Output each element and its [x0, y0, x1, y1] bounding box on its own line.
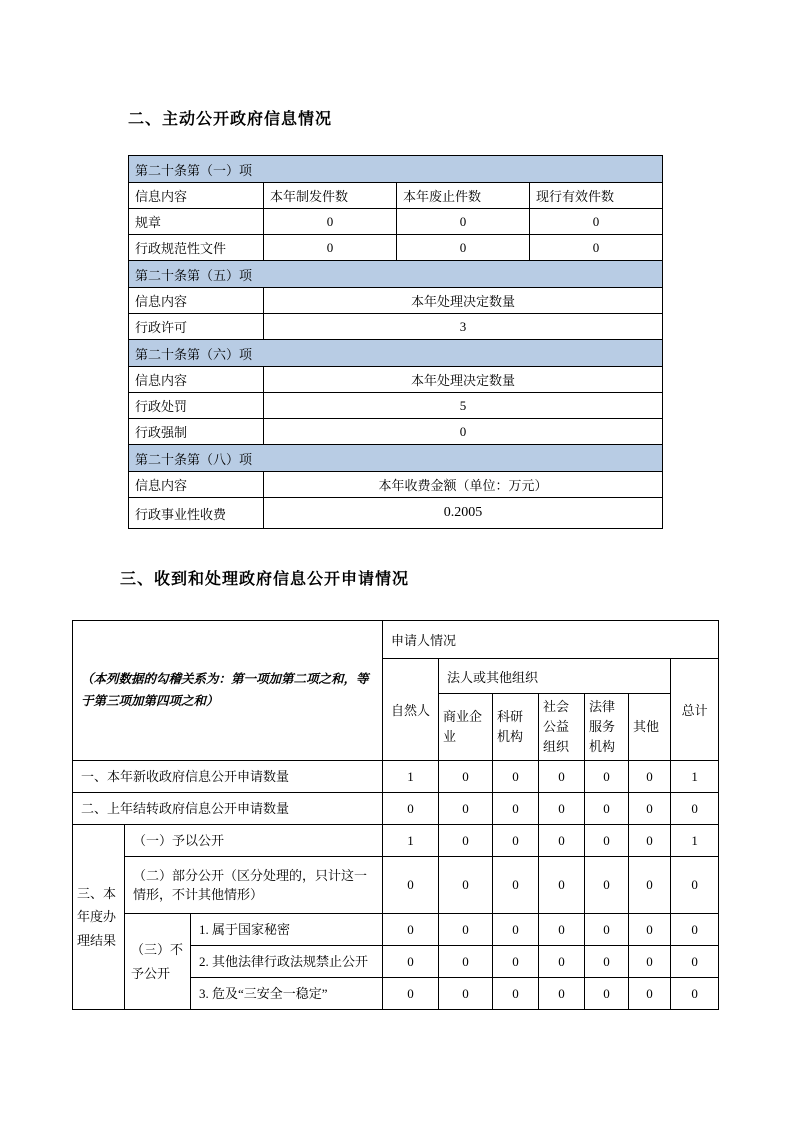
table-row	[129, 314, 663, 340]
value-cell: 0	[539, 857, 585, 914]
row-label-cell: 2. 其他法律行政法规禁止公开	[191, 946, 383, 978]
value-cell: 0	[629, 761, 671, 793]
sub-column-header-cell: 商业企业	[439, 694, 493, 761]
column-header-cell: 信息内容	[129, 367, 264, 393]
table-row	[129, 209, 663, 235]
value-cell: 0.2005	[264, 498, 663, 529]
row-label-cell: 规章	[129, 209, 264, 235]
results-group-label-cell: 三、本年度办理结果	[73, 825, 125, 1010]
table-row	[129, 498, 663, 529]
value-cell: 0	[585, 857, 629, 914]
column-header-row	[129, 472, 663, 498]
value-cell: 0	[539, 825, 585, 857]
value-cell: 0	[530, 209, 663, 235]
value-cell: 0	[439, 978, 493, 1010]
value-cell: 0	[383, 946, 439, 978]
column-header-cell: 本年处理决定数量	[264, 288, 663, 314]
value-cell: 0	[629, 978, 671, 1010]
value-cell: 0	[264, 209, 397, 235]
value-cell: 0	[629, 857, 671, 914]
table-row	[73, 914, 719, 946]
applicant-info-header-cell: 申请人情况	[383, 621, 719, 659]
column-header-row	[129, 288, 663, 314]
value-cell: 0	[493, 857, 539, 914]
table-section-header-row	[129, 261, 663, 288]
total-header-cell: 总计	[671, 659, 719, 761]
value-cell: 0	[383, 914, 439, 946]
value-cell: 0	[629, 946, 671, 978]
value-cell: 0	[585, 978, 629, 1010]
table-row	[129, 235, 663, 261]
row-label-cell: 行政处罚	[129, 393, 264, 419]
value-cell: 0	[585, 914, 629, 946]
value-cell: 0	[439, 857, 493, 914]
row-label-cell: 行政强制	[129, 419, 264, 445]
value-cell: 0	[264, 235, 397, 261]
value-cell: 0	[539, 793, 585, 825]
value-cell: 0	[629, 793, 671, 825]
proactive-disclosure-table	[128, 155, 663, 529]
section-2-heading: 二、主动公开政府信息情况	[128, 111, 333, 128]
value-cell: 1	[671, 825, 719, 857]
value-cell: 0	[539, 761, 585, 793]
value-cell: 0	[493, 761, 539, 793]
row-label-cell: 3. 危及“三安全一稳定”	[191, 978, 383, 1010]
table-section-header-row	[129, 445, 663, 472]
value-cell: 3	[264, 314, 663, 340]
table-row	[129, 393, 663, 419]
sub-column-header-cell: 社会公益组织	[539, 694, 585, 761]
value-cell: 1	[383, 825, 439, 857]
value-cell: 0	[671, 978, 719, 1010]
value-cell: 0	[539, 946, 585, 978]
value-cell: 0	[439, 793, 493, 825]
table-row	[73, 825, 719, 857]
value-cell: 0	[585, 825, 629, 857]
value-cell: 0	[671, 946, 719, 978]
table-row	[73, 761, 719, 793]
section-title-cell: 第二十条第（一）项	[129, 156, 663, 183]
section-title-cell: 第二十条第（六）项	[129, 340, 663, 367]
column-header-cell: 本年废止件数	[397, 183, 530, 209]
value-cell: 0	[629, 914, 671, 946]
value-cell: 0	[397, 209, 530, 235]
column-header-cell: 现行有效件数	[530, 183, 663, 209]
column-header-cell: 信息内容	[129, 288, 264, 314]
row-label-cell: 一、本年新收政府信息公开申请数量	[73, 761, 383, 793]
row-label-cell: 行政规范性文件	[129, 235, 264, 261]
header-row	[73, 621, 719, 659]
sub-column-header-cell: 科研机构	[493, 694, 539, 761]
value-cell: 0	[383, 978, 439, 1010]
column-header-cell: 信息内容	[129, 472, 264, 498]
value-cell: 1	[383, 761, 439, 793]
value-cell: 0	[493, 914, 539, 946]
table-row	[129, 419, 663, 445]
row-label-cell: 行政许可	[129, 314, 264, 340]
value-cell: 0	[439, 914, 493, 946]
section-3-heading: 三、收到和处理政府信息公开申请情况	[120, 571, 410, 588]
value-cell: 0	[383, 857, 439, 914]
value-cell: 0	[493, 825, 539, 857]
value-cell: 0	[493, 793, 539, 825]
sub-column-header-cell: 其他	[629, 694, 671, 761]
row-label-cell: 1. 属于国家秘密	[191, 914, 383, 946]
value-cell: 0	[493, 946, 539, 978]
section-title-cell: 第二十条第（八）项	[129, 445, 663, 472]
natural-person-header-cell: 自然人	[383, 659, 439, 761]
value-cell: 0	[264, 419, 663, 445]
value-cell: 0	[493, 978, 539, 1010]
column-header-row	[129, 367, 663, 393]
row-label-cell: （二）部分公开（区分处理的，只计这一情形，不计其他情形）	[125, 857, 383, 914]
value-cell: 0	[539, 914, 585, 946]
column-header-cell: 信息内容	[129, 183, 264, 209]
value-cell: 0	[439, 825, 493, 857]
value-cell: 0	[585, 761, 629, 793]
value-cell: 0	[530, 235, 663, 261]
value-cell: 1	[671, 761, 719, 793]
value-cell: 5	[264, 393, 663, 419]
table-row	[73, 793, 719, 825]
note-cell: （本列数据的勾稽关系为：第一项加第二项之和，等于第三项加第四项之和）	[73, 621, 383, 761]
value-cell: 0	[585, 793, 629, 825]
column-header-cell: 本年处理决定数量	[264, 367, 663, 393]
value-cell: 0	[439, 761, 493, 793]
section-title-cell: 第二十条第（五）项	[129, 261, 663, 288]
column-header-cell: 本年收费金额（单位：万元）	[264, 472, 663, 498]
value-cell: 0	[383, 793, 439, 825]
sub-column-header-cell: 法律服务机构	[585, 694, 629, 761]
table-section-header-row	[129, 156, 663, 183]
value-cell: 0	[439, 946, 493, 978]
value-cell: 0	[671, 857, 719, 914]
legal-org-header-cell: 法人或其他组织	[439, 659, 671, 694]
row-label-cell: 二、上年结转政府信息公开申请数量	[73, 793, 383, 825]
row-label-cell: （一）予以公开	[125, 825, 383, 857]
value-cell: 0	[671, 793, 719, 825]
requests-table	[72, 620, 719, 1010]
value-cell: 0	[397, 235, 530, 261]
value-cell: 0	[671, 914, 719, 946]
column-header-cell: 本年制发件数	[264, 183, 397, 209]
refuse-group-label-cell: （三）不予公开	[125, 914, 191, 1010]
table-row	[73, 857, 719, 914]
table-section-header-row	[129, 340, 663, 367]
value-cell: 0	[629, 825, 671, 857]
value-cell: 0	[539, 978, 585, 1010]
column-header-row	[129, 183, 663, 209]
row-label-cell: 行政事业性收费	[129, 498, 264, 529]
value-cell: 0	[585, 946, 629, 978]
